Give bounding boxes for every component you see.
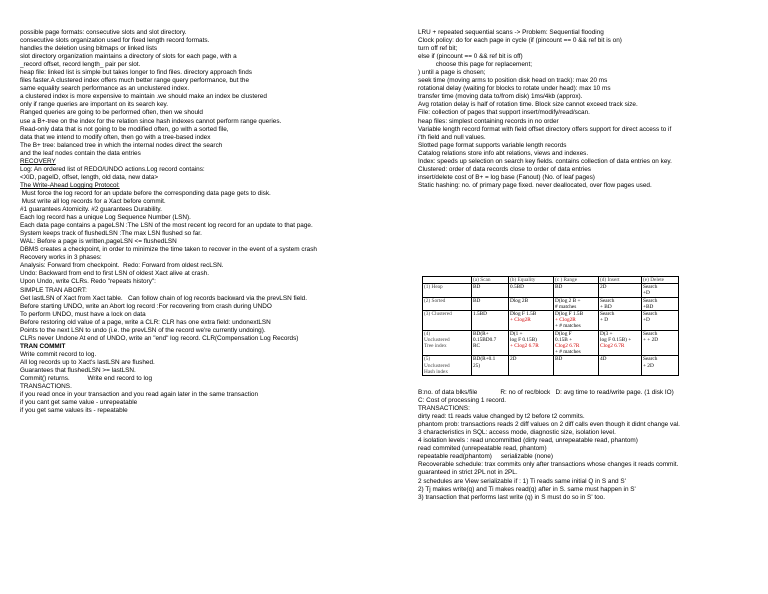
note-line: Before starting UNDO, write an Abort log record :For recovering from crash during UNDO xyxy=(20,302,272,310)
cell-cost-term: Clog2 6.7R xyxy=(600,343,625,350)
table-header-cell: (b) Equality xyxy=(509,277,554,284)
cell-text: (4) Unclustered Tree index xyxy=(424,330,450,350)
note-line: if you cant get same value - unrepeatable xyxy=(20,399,138,407)
cell-text: BD xyxy=(555,284,563,291)
cell-text: Dlog F 1.5B xyxy=(510,311,537,318)
note-line: Static hashing: no. of primary page fixed. never deallocated, over flow pages used. xyxy=(418,181,652,189)
table-cell xyxy=(509,330,554,356)
note-line: WAL: Before a page is written,pageLSN <= flushedLSN xyxy=(20,238,177,246)
table-cell xyxy=(509,284,554,297)
note-line: 2 schedules are View serializable if : 1) Ti reads same initial Q in S and S' xyxy=(418,477,626,485)
cell-text: 4D xyxy=(600,356,607,363)
note-line: System keeps track of flushedLSN :The max LSN flushed so far. xyxy=(20,230,202,238)
note-line: Each log record has a unique Log Sequence Number (LSN). xyxy=(20,214,191,222)
note-line: LRU + repeated sequential scans -> Problem: Sequential flooding xyxy=(418,29,604,36)
note-line: Clustered: order of data records close to order of data entries xyxy=(418,165,591,173)
cell-cost-term: + Clog2R xyxy=(510,317,531,324)
cell-text: Search +BD xyxy=(643,297,658,310)
note-line: Must write all log records for a Xact before commit. xyxy=(20,197,166,205)
table-cell xyxy=(554,356,599,376)
table-cell xyxy=(423,330,472,356)
note-line: Read-only data that is not going to be modified often, go with a sorted file, xyxy=(20,125,229,133)
note-line: rotational delay (waiting for blocks to rotate under head): max 10 ms xyxy=(418,85,611,93)
note-line: 3 characteristics in SQL: access mode, diagnostic size, isolation level. xyxy=(418,429,616,437)
note-line: files faster.A clustered index offers much better range query performance, but the xyxy=(20,77,250,85)
table-cell xyxy=(599,356,642,376)
table-cell xyxy=(599,330,642,356)
note-line: if you get same values its - repeatable xyxy=(20,407,128,415)
cell-text: D(log F 0.15B + xyxy=(555,330,573,343)
note-line: SIMPLE TRAN ABORT: xyxy=(20,286,87,294)
cell-text: BD(R+ 0.15BD0.7 RC xyxy=(473,330,497,350)
cell-text-tail: + # matches xyxy=(555,323,581,330)
note-line: DBMS creates a checkpoint, in order to minimize the time taken to recover in the event of a system crash xyxy=(20,246,317,254)
note-line: else if (pincount == 0 && ref bit is off) xyxy=(418,53,523,61)
note-line: Each data page contains a pageLSN :The LSN of the most recent log record for an update to that page. xyxy=(20,222,313,230)
cell-cost-term: Clog2 6.7R xyxy=(555,343,580,350)
table-header-cell: (a) Scan xyxy=(472,277,509,284)
table-header-cell: (c ) Range xyxy=(554,277,599,284)
table-cell xyxy=(642,297,679,310)
table-row xyxy=(423,297,679,310)
cell-text: Search +D xyxy=(643,311,658,324)
table-cell xyxy=(423,311,472,331)
table-cell xyxy=(509,311,554,331)
note-line: Guarantees that flushedLSN >= lastLSN. xyxy=(20,366,136,374)
cell-text: (3) Clustered xyxy=(424,311,452,318)
note-line: phantom prob: transactions reads 2 diff values on 2 diff calls even though it didnt change val. xyxy=(418,421,680,429)
note-line: Analysis: Forward from checkpoint. Redo: Forward from oldest recLSN. xyxy=(20,262,224,270)
table-cell xyxy=(472,311,509,331)
note-line: repeatable read(phantom) serializable (none) xyxy=(418,453,553,461)
cell-text: (1) Heap xyxy=(424,284,443,291)
table-cell xyxy=(472,330,509,356)
right-notes-column-bottom xyxy=(418,389,680,502)
cell-text: 0.5BD xyxy=(510,284,524,291)
cell-cost-term: + Clog2R xyxy=(555,317,576,324)
table-row xyxy=(423,330,679,356)
note-line: Catalog relations store info abt relations, views and indexes. xyxy=(418,149,589,157)
note-line: dirty read: t1 reads value changed by t2 before t2 commits. xyxy=(418,413,585,421)
note-line: CLRs never Undone At end of UNDO, write an "end" log record. CLR(Compensation Log Records) xyxy=(20,334,299,342)
note-line: RECOVERY xyxy=(20,157,56,165)
table-cell xyxy=(599,284,642,297)
cell-text: Search + D xyxy=(600,311,615,324)
cell-text: D(1 + log F 0.15B) xyxy=(510,330,537,343)
cell-text: Search + 2D xyxy=(643,356,658,369)
note-line: Index: speeds up selection on search key fields. contains collection of data entries on key. xyxy=(418,157,672,165)
note-line: Avg rotation delay is half of rotation time. Block size cannot exceed track size. xyxy=(418,101,638,109)
cell-text: D(log 2 B + # matches xyxy=(555,297,581,310)
cell-text: (5) Unclustered Hash index xyxy=(424,356,450,375)
table-cell xyxy=(642,311,679,331)
note-line: To perform UNDO, must have a lock on data xyxy=(20,310,146,318)
note-line: Upon Undo, write CLRs. Redo "repeats history": xyxy=(20,278,156,286)
note-line: All log records up to Xact's lastLSN are flushed. xyxy=(20,358,155,366)
note-line: Log: An ordered list of REDO/UNDO actions.Log record contains: xyxy=(20,165,205,173)
right-notes-column xyxy=(418,29,753,190)
note-line: heap file: linked list is simple but takes longer to find files. directory approach finds xyxy=(20,69,252,77)
cell-text: 1.5BD xyxy=(473,311,487,318)
note-line: Recoverable schedule: trax commits only after transactions whose changes it reads commit. xyxy=(418,461,679,469)
cell-text: 2D xyxy=(600,284,607,291)
table-cell xyxy=(642,356,679,376)
note-line: consecutive slots organization used for fixed length record formats. xyxy=(20,37,210,45)
note-line: Clock policy: do for each page in cycle (if (pincount == 0 && ref bit is on) xyxy=(418,37,622,45)
note-line: #1 guarantees Atomicity. #2 guarantees Durability. xyxy=(20,206,162,214)
note-line: Must force the log record for an update before the corresponding data page gets to disk. xyxy=(20,189,271,197)
table-cell xyxy=(554,311,599,331)
table-cell xyxy=(472,356,509,376)
table-cell xyxy=(554,330,599,356)
cell-text: Search +D xyxy=(643,284,658,297)
note-line: Ranged queries are going to be performed often, then we should xyxy=(20,109,203,117)
note-line: 4 isolation levels : read uncommitted (dirty read, unrepeatable read, phantom) xyxy=(418,437,638,445)
cell-text: BD xyxy=(473,297,481,304)
note-line: turn off ref bit; xyxy=(418,45,458,53)
note-line: Undo: Backward from end to first LSN of oldest Xact alive at crash. xyxy=(20,270,209,278)
note-line: heap files: simplest containing records in no order xyxy=(418,117,559,125)
cell-text: Search + + 2D xyxy=(643,330,659,343)
note-line: same equality search performance as an unclustered index. xyxy=(20,85,190,93)
note-line: data that we intend to modify often, then go with a tree-based index xyxy=(20,133,211,141)
table-row xyxy=(423,356,679,376)
cell-text: BD(R+0.1 25) xyxy=(473,356,496,369)
note-line: slot directory organization maintains a directory of slots for each page, with a xyxy=(20,53,237,61)
note-line: TRAN COMMIT xyxy=(20,342,66,350)
note-line: Slotted page format supports variable length records xyxy=(418,141,567,149)
note-line: Commit() returns. Write end record to log xyxy=(20,375,152,383)
cell-text: 2D xyxy=(510,356,517,363)
note-line: Write commit record to log. xyxy=(20,350,97,358)
table-cell xyxy=(554,297,599,310)
cell-text: Dlog 2B xyxy=(510,297,529,304)
note-line: C: Cost of processing 1 record. xyxy=(418,397,507,405)
note-line: ) until a page is chosen; xyxy=(418,69,486,77)
note-line: _record offset, record length_ pair per slot. xyxy=(20,61,141,69)
cell-text: (2) Sorted xyxy=(424,297,446,304)
note-line: and the leaf nodes contain the data entries xyxy=(20,149,141,157)
table-header-cell: (e) Delete xyxy=(642,277,679,284)
note-line: possible page formats: consecutive slots and slot directory. xyxy=(20,29,187,36)
cell-cost-term: + Clog2 6.7R xyxy=(510,343,539,350)
access-cost-table xyxy=(422,276,679,376)
cell-text: Search + BD xyxy=(600,297,615,310)
table-cell xyxy=(423,356,472,376)
note-line: i'th field and null values. xyxy=(418,133,486,141)
table-cell xyxy=(642,330,679,356)
note-line: seek time (moving arms to position disk head on track): max 20 ms xyxy=(418,77,608,85)
table-cell xyxy=(423,284,472,297)
note-line: use a B+-tree on the index for the relation since hash indexes cannot perform range queries. xyxy=(20,117,282,125)
table-cell xyxy=(642,284,679,297)
left-notes-column xyxy=(20,29,392,415)
table-cell xyxy=(599,311,642,331)
table-header-cell: (d) Insert xyxy=(599,277,642,284)
note-line: Before restoring old value of a page, write a CLR: CLR has one extra field: undonextLSN xyxy=(20,318,271,326)
note-line: read commited (unrepeatable read, phantom) xyxy=(418,445,547,453)
table-cell xyxy=(599,297,642,310)
note-line: only if range queries are important on its search key. xyxy=(20,101,169,109)
note-line: handles the deletion using bitmaps or linked lists xyxy=(20,45,158,53)
note-line: Points to the next LSN to undo (i.e. the prevLSN of the record we're currently undoing). xyxy=(20,326,266,334)
note-line: The B+ tree: balanced tree in which the internal nodes direct the search xyxy=(20,141,223,149)
table-header-row xyxy=(423,277,679,284)
table-row xyxy=(423,311,679,331)
cell-text-tail: + # matches xyxy=(555,349,581,356)
cell-text: D(log F 1.5B xyxy=(555,311,584,318)
note-line: a clustered index is more expensive to maintain .we should make an index be clustered xyxy=(20,93,267,101)
table-header-cell xyxy=(423,277,472,284)
note-line: Get lastLSN of Xact from Xact table. Can follow chain of log records backward via the prevLSN field. xyxy=(20,294,308,302)
note-line: if you read once in your transaction and you read again later in the same transaction xyxy=(20,391,259,399)
note-line: transfer time (moving data to/from disk) 1ms/4kb (approx). xyxy=(418,93,583,101)
note-line: 3) transaction that performs last write (q) in S must do so in S' too. xyxy=(418,493,605,501)
note-line: Recovery works in 3 phases: xyxy=(20,254,102,262)
cell-text: BD xyxy=(473,284,481,291)
cell-text: D(3 + log F 0.15B) + xyxy=(600,330,632,343)
note-line: The Write-Ahead Logging Protocol: xyxy=(20,181,120,189)
note-line: B:no. of data blks/file R: no of rec/block D: avg time to read/write page. (1 disk IO) xyxy=(418,389,674,396)
table-cell xyxy=(509,297,554,310)
table-cell xyxy=(423,297,472,310)
note-line: TRANSACTIONS. xyxy=(20,383,72,391)
note-line: TRANSACTIONS: xyxy=(418,405,470,413)
note-line: 2) Tj makes write(q) and Ti makes read(q) after in S. same must happen in S' xyxy=(418,485,636,493)
note-line: Variable length record format with field offset directory offers support for direct access to if xyxy=(418,125,672,133)
note-line: guaranteed in strict 2PL not in 2PL. xyxy=(418,469,518,477)
table-cell xyxy=(472,297,509,310)
table-cell xyxy=(509,356,554,376)
table-cell xyxy=(472,284,509,297)
note-line: <XID, pageID, offset, length, old data, new data> xyxy=(20,173,159,181)
cell-text: BD xyxy=(555,356,563,363)
access-cost-table-wrapper xyxy=(422,276,679,376)
note-line: choose this page for replacement; xyxy=(418,61,533,69)
table-cell xyxy=(554,284,599,297)
note-line: File: collection of pages that support insert/modify/read/scan. xyxy=(418,109,590,117)
note-line: insert/delete cost of B+ = log base (Fanout) (No. of leaf pages) xyxy=(418,173,595,181)
table-row xyxy=(423,284,679,297)
